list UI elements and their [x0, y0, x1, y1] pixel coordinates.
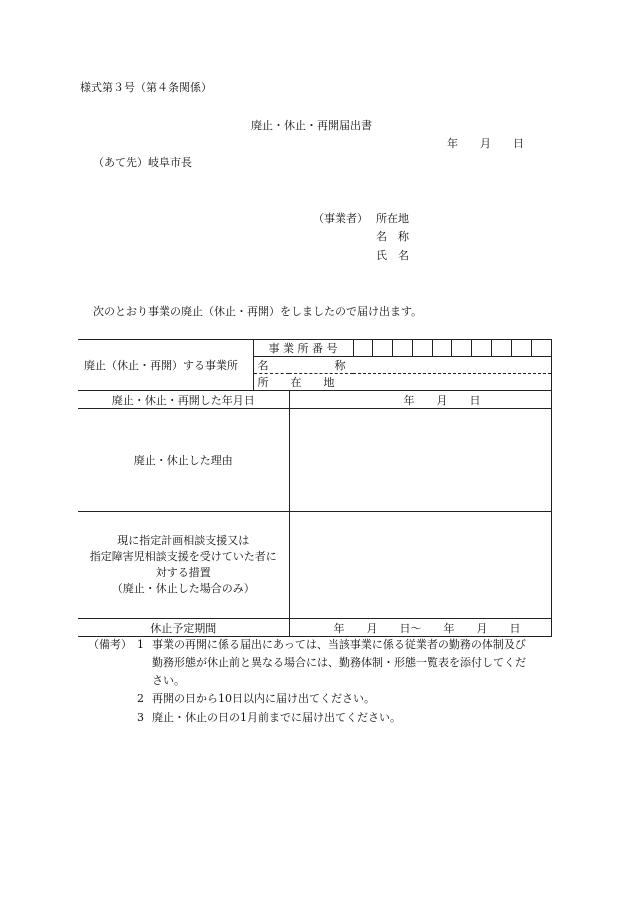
- suspend-value: 年 月 日～ 年 月 日: [333, 621, 521, 635]
- notes-label: （備考）: [88, 638, 132, 651]
- office-number-label-cell: [253, 340, 353, 357]
- measures-label-line: 対する措置: [155, 566, 211, 579]
- suspend-label: 休止予定期間: [150, 621, 217, 635]
- measures-label-cell: [78, 512, 289, 619]
- office-label-cell: [78, 340, 253, 391]
- note-2-number: 2: [137, 692, 144, 705]
- reason-label-cell: [78, 409, 289, 512]
- date-label-cell: [78, 391, 289, 409]
- form-number: 様式第３号（第４条関係）: [80, 81, 212, 94]
- office-address-label: 所 在 地: [257, 376, 335, 389]
- office-name-label: 名 称: [257, 359, 346, 372]
- office-name-row[interactable]: [253, 357, 551, 374]
- office-number-digit[interactable]: [511, 340, 531, 356]
- office-number-digit[interactable]: [531, 340, 551, 356]
- intro-text: 次のとおり事業の廃止（休止・再開）をしましたので届け出ます。: [93, 305, 423, 318]
- office-number-digit[interactable]: [471, 340, 491, 356]
- measures-value-cell[interactable]: [289, 512, 551, 619]
- office-number-digit[interactable]: [451, 340, 471, 356]
- office-number-boxes[interactable]: [353, 340, 551, 357]
- office-number-digit[interactable]: [432, 340, 452, 356]
- form-title: 廃止・休止・再開届出書: [251, 119, 372, 132]
- office-number-digit[interactable]: [412, 340, 432, 356]
- suspend-label-cell: [78, 619, 289, 637]
- applicant-name-label: 名 称: [376, 230, 409, 243]
- date-value: 年 月 日: [403, 393, 481, 407]
- office-number-digit[interactable]: [392, 340, 412, 356]
- note-3-text: 廃止・休止の日の1月前までに届け出てください。: [152, 711, 401, 724]
- submission-date: 年 月 日: [447, 137, 524, 150]
- office-number-digit[interactable]: [372, 340, 392, 356]
- applicant-label: （事業者）: [313, 212, 368, 225]
- reason-label: 廃止・休止した理由: [133, 454, 233, 467]
- office-number-digit[interactable]: [491, 340, 511, 356]
- addressee: （あて先）岐阜市長: [93, 156, 192, 169]
- office-number-digit[interactable]: [354, 340, 373, 356]
- note-1-number: 1: [137, 638, 144, 651]
- applicant-person-label: 氏 名: [376, 249, 409, 262]
- measures-label-line: 現に指定計画相談支援又は: [117, 534, 250, 547]
- note-1-line: 事業の再開に係る届出にあっては、当該事業に係る従業者の勤務の体制及び: [152, 638, 526, 651]
- note-1-line: さい。: [152, 674, 185, 687]
- date-label: 廃止・休止・再開した年月日: [111, 393, 255, 407]
- notification-table: [78, 339, 552, 637]
- office-address-row[interactable]: [253, 374, 551, 391]
- note-3-number: 3: [137, 711, 144, 724]
- reason-value-cell[interactable]: [289, 409, 551, 512]
- note-1-line: 勤務形態が休止前と異なる場合には、勤務体制・形態一覧表を添付してくだ: [152, 656, 526, 669]
- measures-label-line: （廃止・休止した場合のみ）: [111, 582, 255, 595]
- office-number-label: 事 業 所 番 号: [268, 342, 338, 355]
- date-value-cell[interactable]: [289, 391, 551, 409]
- office-label: 廃止（休止・再開）する事業所: [84, 359, 238, 372]
- suspend-value-cell[interactable]: [289, 619, 551, 637]
- note-2-text: 再開の日から10日以内に届け出てください。: [152, 692, 375, 705]
- applicant-address-label: 所在地: [376, 212, 409, 225]
- measures-label-line: 指定障害児相談支援を受けていた者に: [89, 550, 277, 563]
